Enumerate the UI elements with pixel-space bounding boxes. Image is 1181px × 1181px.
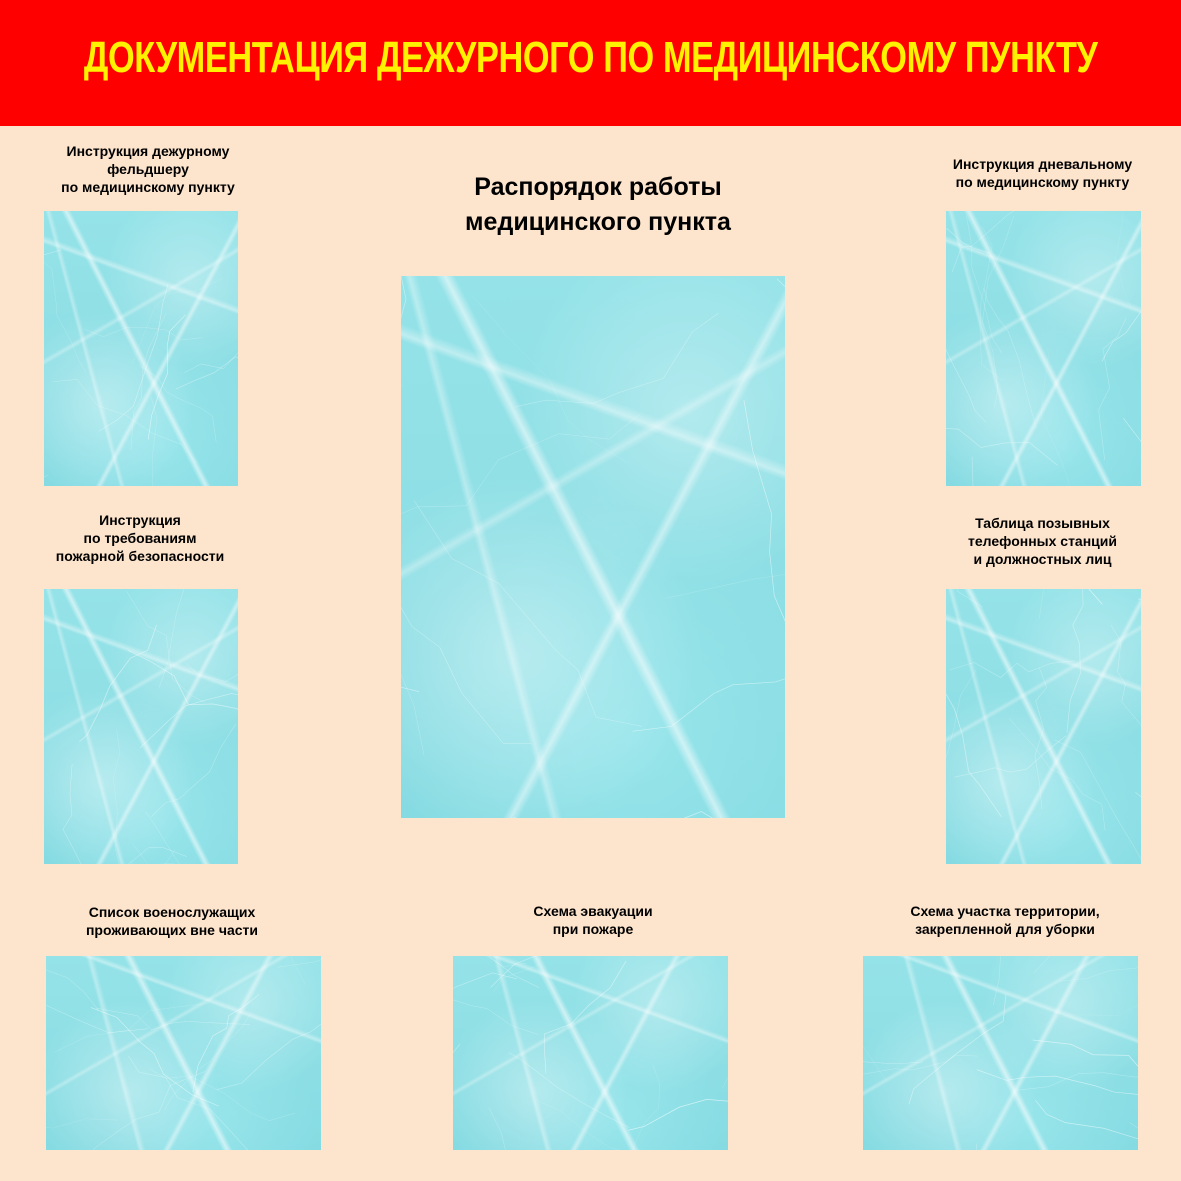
marble-vein xyxy=(63,764,88,864)
document-pocket-top-right xyxy=(946,211,1141,486)
marble-vein xyxy=(1039,589,1049,619)
marble-vein xyxy=(491,956,624,987)
marble-vein xyxy=(1138,589,1141,605)
marble-vein xyxy=(99,285,168,432)
marble-vein xyxy=(73,848,187,865)
marble-vein xyxy=(1034,956,1078,973)
marble-vein xyxy=(1035,668,1047,809)
label-evacuation-scheme: Схема эвакуации при пожаре xyxy=(533,903,653,937)
marble-vein xyxy=(1035,1100,1138,1150)
marble-vein xyxy=(46,956,99,1011)
marble-vein xyxy=(80,625,157,742)
marble-vein xyxy=(777,279,785,478)
marble-vein xyxy=(744,400,785,739)
label-work-schedule: Распорядок работы медицинского пункта xyxy=(465,173,731,236)
marble-texture xyxy=(401,276,785,818)
marble-vein xyxy=(984,288,1036,429)
marble-vein xyxy=(44,258,86,372)
label-fire-safety-instruction: Инструкция по требованиям пожарной безопасности xyxy=(55,512,225,564)
marble-vein xyxy=(278,956,321,990)
marble-vein xyxy=(453,973,517,1044)
marble-texture xyxy=(863,956,1138,1150)
document-pocket-bottom-left xyxy=(46,956,321,1150)
marble-vein xyxy=(633,635,785,731)
marble-vein xyxy=(1039,995,1138,1028)
marble-vein xyxy=(113,730,123,864)
label-duty-paramedic-instruction: Инструкция дежурному фельдшеру по медицинскому пункту xyxy=(61,143,235,195)
marble-vein xyxy=(946,670,976,827)
marble-vein xyxy=(954,736,1066,777)
marble-texture xyxy=(946,211,1141,486)
marble-vein xyxy=(980,227,1004,381)
marble-texture xyxy=(44,211,238,486)
marble-vein xyxy=(1052,589,1103,604)
marble-vein xyxy=(148,315,185,440)
marble-vein xyxy=(1115,211,1133,314)
marble-vein xyxy=(133,844,238,864)
marble-vein xyxy=(1102,260,1141,361)
label-cleaning-territory-scheme: Схема участка территории, закрепленной для уборки xyxy=(910,903,1100,937)
marble-vein xyxy=(863,1015,923,1063)
marble-vein xyxy=(132,278,222,363)
marble-vein xyxy=(84,328,202,340)
marble-vein xyxy=(1059,956,1138,981)
marble-vein xyxy=(873,1144,977,1150)
label-call-signs-table: Таблица позывных телефонных станций и должностных лиц xyxy=(967,515,1117,567)
marble-vein xyxy=(401,276,406,520)
marble-vein xyxy=(401,500,424,755)
marble-vein xyxy=(1135,792,1141,864)
marble-vein xyxy=(159,589,186,687)
marble-vein xyxy=(665,575,785,602)
marble-vein xyxy=(544,961,626,1073)
marble-vein xyxy=(401,414,640,519)
marble-vein xyxy=(401,276,402,387)
marble-vein xyxy=(952,211,1044,272)
marble-vein xyxy=(516,313,718,406)
marble-vein xyxy=(150,396,157,486)
marble-vein xyxy=(863,1055,978,1100)
marble-vein xyxy=(129,1056,254,1150)
marble-vein xyxy=(1009,719,1105,831)
marble-vein xyxy=(972,457,988,486)
document-pocket-top-left xyxy=(44,211,238,486)
marble-vein xyxy=(91,849,176,864)
marble-vein xyxy=(131,313,166,450)
marble-vein xyxy=(193,994,259,1092)
marble-vein xyxy=(401,681,419,747)
marble-vein xyxy=(609,1065,659,1150)
marble-vein xyxy=(628,1079,728,1130)
marble-vein xyxy=(184,313,238,373)
marble-vein xyxy=(176,355,238,389)
marble-vein xyxy=(494,956,603,992)
board-title: ДОКУМЕНТАЦИЯ ДЕЖУРНОГО ПО МЕДИЦИНСКОМУ ПУНКТУ xyxy=(83,33,1098,82)
document-pocket-center xyxy=(401,276,785,818)
document-pocket-middle-left xyxy=(44,589,238,864)
marble-vein xyxy=(514,811,744,818)
marble-vein xyxy=(489,1107,553,1150)
marble-vein xyxy=(509,1053,629,1128)
marble-vein xyxy=(537,1101,693,1150)
marble-vein xyxy=(146,812,238,864)
marble-vein xyxy=(54,985,220,1053)
marble-vein xyxy=(982,216,1013,407)
label-personnel-living-outside: Список военослужащих проживающих вне части xyxy=(85,904,259,938)
marble-vein xyxy=(723,972,729,1088)
marble-vein xyxy=(165,1013,251,1109)
marble-vein xyxy=(53,379,197,462)
marble-vein xyxy=(1123,418,1141,486)
marble-vein xyxy=(127,591,205,702)
marble-vein xyxy=(946,675,1001,817)
marble-vein xyxy=(453,1044,460,1150)
marble-texture xyxy=(453,956,728,1150)
marble-texture xyxy=(946,589,1141,864)
marble-texture xyxy=(46,956,321,1150)
marble-vein xyxy=(453,992,538,1034)
marble-vein xyxy=(1033,1040,1138,1099)
marble-vein xyxy=(187,212,238,285)
header-banner xyxy=(0,0,1181,126)
marble-vein xyxy=(946,589,983,607)
document-pocket-bottom-right xyxy=(863,956,1138,1150)
marble-vein xyxy=(909,994,1006,1105)
marble-vein xyxy=(453,956,526,967)
marble-vein xyxy=(1111,625,1141,742)
marble-vein xyxy=(1055,740,1141,864)
marble-vein xyxy=(44,462,48,486)
marble-vein xyxy=(1041,352,1082,486)
marble-vein xyxy=(149,1069,296,1121)
marble-vein xyxy=(401,544,532,743)
marble-vein xyxy=(1099,318,1126,460)
marble-vein xyxy=(151,724,235,817)
marble-vein xyxy=(966,215,1001,353)
marble-vein xyxy=(44,250,61,367)
marble-vein xyxy=(946,427,1058,465)
marble-vein xyxy=(217,991,321,1090)
marble-vein xyxy=(85,1071,205,1150)
marble-vein xyxy=(414,500,642,726)
marble-vein xyxy=(863,956,885,1080)
marble-vein xyxy=(185,643,238,682)
marble-texture xyxy=(44,589,238,864)
document-pocket-middle-right xyxy=(946,589,1141,864)
document-pocket-bottom-center xyxy=(453,956,728,1150)
marble-vein xyxy=(257,956,305,984)
marble-vein xyxy=(949,661,1075,678)
marble-vein xyxy=(46,1118,118,1128)
marble-vein xyxy=(140,694,238,748)
marble-vein xyxy=(128,650,238,722)
marble-vein xyxy=(993,956,1056,1005)
label-orderly-instruction: Инструкция дневальному по медицинскому пункту xyxy=(952,156,1133,190)
marble-vein xyxy=(131,861,207,864)
